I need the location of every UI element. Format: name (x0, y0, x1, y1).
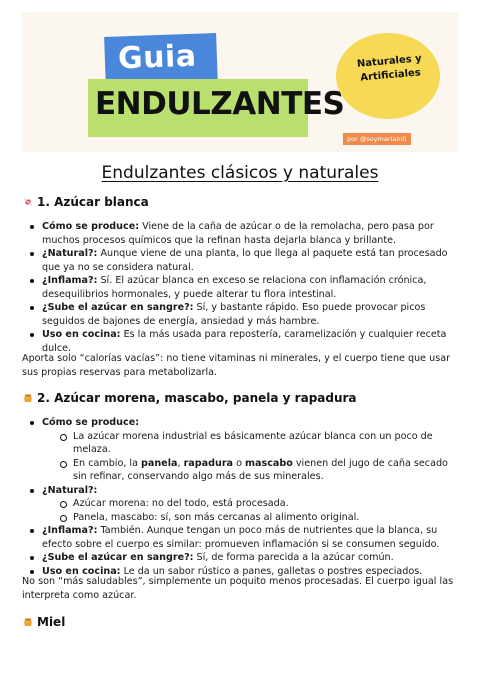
section-1-note: Aporta solo “calorías vacías”: no tiene vitaminas ni minerales, y el cuerpo tiene que usar sus propias reservas para metabolizarla. (22, 353, 451, 378)
list-item: ¿Natural?: Azúcar morena: no del todo, está procesada. Panela, mascabo: sí, son más cercanas al alimento original. (26, 484, 462, 525)
section-2-note: No son “más saludables”, simplemente un poquito menos procesadas. El cuerpo igual las interpreta como azúcar. (22, 576, 454, 601)
badge-line-2: Artificiales (359, 67, 422, 84)
sub-list (42, 430, 462, 484)
sub-list (42, 497, 462, 524)
section-1-list (26, 220, 462, 355)
section-2-title (22, 391, 357, 405)
section-3-title-text: Miel (37, 615, 66, 629)
guia-title: Guia (117, 38, 198, 77)
section-2-list (26, 416, 462, 578)
list-item: Uso en cocina: Es la más usada para repostería, caramelización y cualquier receta dulce. (26, 328, 462, 355)
list-item: Cómo se produce: Viene de la caña de azúcar o de la remolacha, pero pasa por muchos procesos químicos que la refinan hasta dejarla blanca y brillante. (26, 220, 462, 247)
list-item: Uso en cocina: Le da un sabor rústico a panes, galletas o postres especiados. (26, 565, 462, 579)
author-handle: por @soymariainti (343, 133, 411, 145)
section-3-title (22, 615, 65, 629)
sub-list-item: Azúcar morena: no del todo, está procesada. (42, 497, 462, 511)
endulzantes-title: ENDULZANTES (95, 86, 345, 122)
section-1-title-text: 1. Azúcar blanca (37, 195, 149, 209)
sub-list-item: En cambio, la panela, rapadura o mascabo vienen del jugo de caña secado sin refinar, conservando algo más de sus minerales. (42, 457, 462, 484)
list-item: ¿Inflama?: También. Aunque tengan un poco más de nutrientes que la blanca, su efecto sobre el cuerpo es similar: promueven inflamación si se consumen seguido. (26, 524, 462, 551)
list-item: ¿Natural?: Aunque viene de una planta, lo que llega al paquete está tan procesado que ya no se considera natural. (26, 247, 462, 274)
section-2-title-text: 2. Azúcar morena, mascabo, panela y rapadura (37, 391, 357, 405)
sub-list-item: La azúcar morena industrial es básicamente azúcar blanca con un poco de melaza. (42, 430, 462, 457)
list-item: ¿Sube el azúcar en sangre?: Sí, de forma parecida a la azúcar común. (26, 551, 462, 565)
badge-line-1: Naturales y (356, 53, 423, 70)
page-title: Endulzantes clásicos y naturales (101, 163, 379, 183)
candy-icon (22, 196, 34, 208)
section-1-title (22, 195, 149, 209)
honey-pot-icon (22, 392, 34, 404)
list-item: ¿Sube el azúcar en sangre?: Sí, y bastante rápido. Eso puede provocar picos seguidos de bajones de energía, ansiedad y más hambre. (26, 301, 462, 328)
list-item: ¿Inflama?: Sí. El azúcar blanca en exceso se relaciona con inflamación crónica, desequilibrios hormonales, y puede alterar tu flora intestinal. (26, 274, 462, 301)
list-item: Cómo se produce: La azúcar morena industrial es básicamente azúcar blanca con un poco de melaza. En cambio, la panela, rapadura o mascabo vienen del jugo de caña secado sin refinar, conservando algo más de sus minerales. (26, 416, 462, 484)
sub-list-item: Panela, mascabo: sí, son más cercanas al alimento original. (42, 511, 462, 525)
honey-pot-icon (22, 616, 34, 628)
